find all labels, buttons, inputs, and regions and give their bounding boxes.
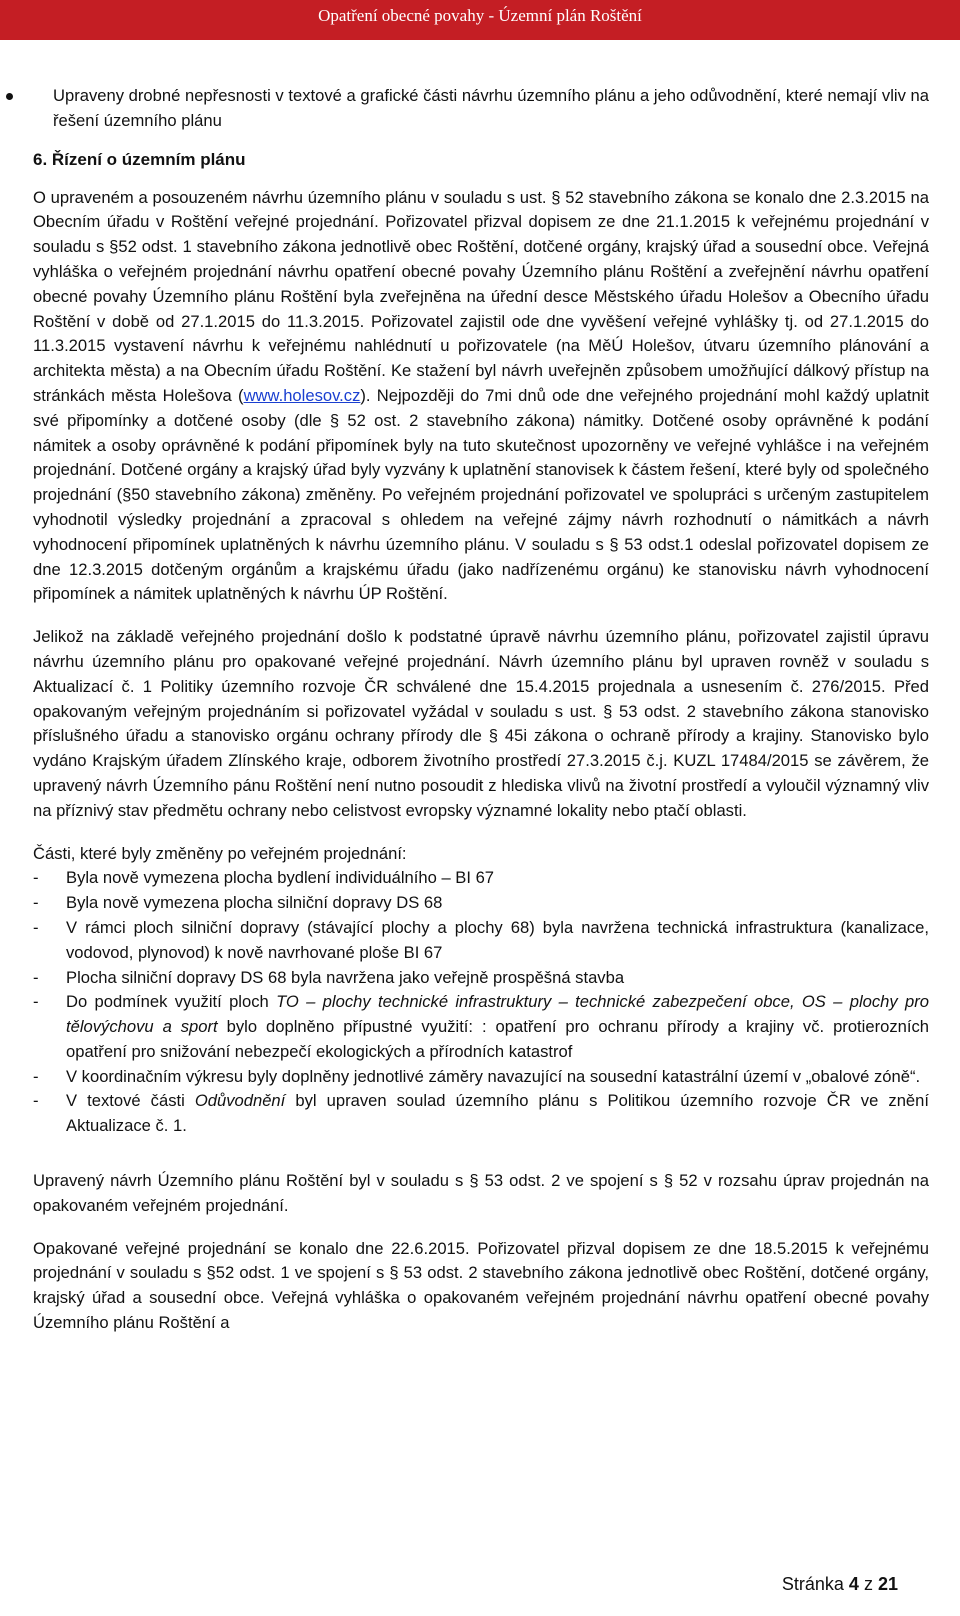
- paragraph-text-before-link: O upraveném a posouzeném návrhu územního plánu v souladu s ust. § 52 stavebního zákona se konalo dne 2.3.2015 na Obecním úřadu v Roštění veřejné projednání. Pořizovatel přizval dopisem ze dne 21.1.2015 k veřejnému projednání v souladu s §52 odst. 1 stavebního zákona jednotlivě obec Roštění, dotčené orgány, krajský úřad a sousední obce. Veřejná vyhláška o veřejném projednání návrhu opatření obecné povahy Územního plánu Roštění a zveřejnění návrhu opatření obecné povahy Územního plánu Roštění byla zveřejněna na úřední desce Městského úřadu Holešov a Obecního úřadu Roštění v době od 27.1.2015 do 11.3.2015. Pořizovatel zajistil ode dne vyvěšení veřejné vyhlášky tj. od 27.1.2015 do 11.3.2015 vystavení návrhu k veřejnému nahlédnutí u pořizovatele (na MěÚ Holešov, útvaru územního plánování a architekta města) a na Obecním úřadu Roštění. Ke stažení byl návrh uveřejněn způsobem umožňující dálkový přístup na stránkách města Holešova (: [33, 187, 929, 405]
- list-item: - Do podmínek využití ploch TO – plochy technické infrastruktury – technické zabezpečení obce, OS – plochy pro tělovýchovu a sport bylo doplněno přípustné využití: : opatření pro ochranu přírody a krajiny vč. protierozních opatření pro snižování nebezpečí ekologických a přírodních katastrof: [33, 992, 929, 1061]
- holesov-website-link[interactable]: www.holesov.cz: [243, 385, 361, 405]
- changes-list: [33, 866, 929, 1139]
- bullet-dot-icon: [6, 93, 13, 100]
- header-band: [0, 0, 960, 40]
- list-item: - V textové části Odůvodnění byl upraven soulad územního plánu s Politikou územního rozvoje ČR ve znění Aktualizace č. 1.: [33, 1091, 929, 1136]
- list-item-tail-text: bylo doplněno přípustné využití: : opatření pro ochranu přírody a krajiny vč. protierozních opatření pro snižování nebezpečí ekologických a přírodních katastrof: [66, 1017, 929, 1061]
- paragraph-public-hearing: [33, 186, 929, 608]
- bullet-text: Upraveny drobné nepřesnosti v textové a grafické části návrhu územního plánu a jeho odůvodnění, které nemají vliv na řešení územního plánu: [53, 86, 929, 130]
- list-item: - Byla nově vymezena plocha silniční dopravy DS 68: [33, 893, 443, 913]
- list-item-text: Do podmínek využití ploch: [66, 992, 277, 1012]
- list-item-text: V koordinačním výkresu byly doplněny jednotlivé záměry navazující na sousední katastrální území v „obalové zóně“.: [66, 1066, 921, 1086]
- page-number-total: 21: [877, 1574, 898, 1594]
- page-number-current: 4: [848, 1574, 859, 1594]
- page-number-separator: z: [863, 1574, 873, 1594]
- list-item-italic-text: TO – plochy technické infrastruktury – technické zabezpečení obce, OS – plochy pro tělovýchovu a sport: [66, 992, 929, 1037]
- list-item: - V rámci ploch silniční dopravy (stávající plochy a plochy 68) byla navržena technická infrastruktura (kanalizace, vodovod, plynovod) k nově navrhované ploše BI 67: [33, 917, 929, 962]
- list-item: - Byla nově vymezena plocha bydlení individuálního – BI 67: [33, 868, 495, 888]
- list-item: - Plocha silniční dopravy DS 68 byla navržena jako veřejně prospěšná stavba: [33, 967, 625, 987]
- paragraph-text-after-link: ). Nejpozději do 7mi dnů ode dne veřejného projednání mohl každý uplatnit své připomínky a dotčené osoby (dle § 52 ost. 2 stavebního zákona) námitky. Dotčené osoby oprávněné k podání námitek a osoby oprávněné k podání připomínek byly na tuto skutečnost upozorněny ve veřejné vyhlášce i na veřejném projednání. Dotčené orgány a krajský úřad byly vyzvány k uplatnění stanovisek k částem řešení, které byly od společného projednání (§50 stavebního zákona) změněny. Po veřejném projednání pořizovatel ve spolupráci s určeným zastupitelem vyhodnotil výsledky projednání a zpracoval s ohledem na veřejné zájmy návrh rozhodnutí o námitkách a návrh vyhodnocení připomínek uplatněných k návrhu územního plánu. V souladu s § 53 odst.1 odeslal pořizovatel dopisem ze dne 12.3.2015 dotčeným orgánům a krajskému úřadu (jako nadřízenému orgánu) ke stanovisku návrh vyhodnocení připomínek a námitek uplatněných k návrhu ÚP Roštění.: [33, 385, 929, 604]
- list-item-text: V rámci ploch silniční dopravy (stávající plochy a plochy 68) byla navržena technická infrastruktura (kanalizace, vodovod, plynovod) k nově navrhované ploše BI 67: [66, 917, 929, 962]
- page-body: [33, 84, 929, 1336]
- list-item-tail-text: byl upraven soulad územního plánu s Politikou územního rozvoje ČR ve znění Aktualizace č. 1.: [66, 1091, 929, 1136]
- paragraph-repeated-hearing: Opakované veřejné projednání se konalo dne 22.6.2015. Pořizovatel přizval dopisem ze dne 18.5.2015 k veřejnému projednání v souladu s §52 odst. 1 ve spojení s § 53 odst. 2 stavebního zákona jednotlivě obec Roštění, dotčené orgány, krajský úřad a sousední obce. Veřejná vyhláška o opakovaném veřejném projednání návrhu opatření obecné povahy Územního plánu Roštění a: [33, 1238, 929, 1333]
- list-item-text: Plocha silniční dopravy DS 68 byla navržena jako veřejně prospěšná stavba: [66, 967, 625, 987]
- section-heading: 6. Řízení o územním plánu: [33, 149, 246, 169]
- document-header-title: Opatření obecné povahy - Územní plán Roštění: [318, 6, 642, 25]
- page-number-label: Stránka: [781, 1574, 844, 1594]
- list-item-text: V textové části: [66, 1091, 195, 1111]
- list-item: - V koordinačním výkresu byly doplněny jednotlivé záměry navazující na sousední katastrální území v „obalové zóně“.: [33, 1066, 921, 1086]
- paragraph-amended-proposal: Upravený návrh Územního plánu Roštění byl v souladu s § 53 odst. 2 ve spojení s § 52 v rozsahu úprav projednán na opakovaném veřejném projednání.: [33, 1171, 929, 1215]
- page-number: [782, 1574, 898, 1595]
- list-item-italic-text: Odůvodnění: [194, 1091, 286, 1111]
- list-item-text: Byla nově vymezena plocha silniční dopravy DS 68: [66, 893, 443, 913]
- list-item-text: Byla nově vymezena plocha bydlení individuálního – BI 67: [66, 868, 495, 888]
- paragraph-repeated-hearing-prep: Jelikož na základě veřejného projednání došlo k podstatné úpravě návrhu územního plánu, pořizovatel zajistil úpravu návrhu územního plánu pro opakované veřejné projednání. Návrh územního plánu byl upraven rovněž v souladu s Aktualizací č. 1 Politiky územního rozvoje ČR schválené dne 15.4.2015 projednala a usnesením č. 276/2015. Před opakovaným veřejným projednáním si pořizovatel vyžádal v souladu s ust. § 53 odst. 2 stavebního zákona stanovisko příslušného úřadu a stanovisko orgánu ochrany přírody dle § 45i zákona o ochraně přírody a krajiny. Stanovisko bylo vydáno Krajským úřadem Zlínského kraje, odborem životního prostředí 27.3.2015 č.j. KUZL 17484/2015 se závěrem, že upravený návrh Územního pánu Roštění není nutno posoudit z hlediska vlivů na životní prostředí a vyloučil významný vliv na příznivý stav předmětu ochrany nebo celistvost evropsky významné lokality nebo ptačí oblasti.: [33, 627, 929, 820]
- changes-intro: Části, které byly změněny po veřejném projednání:: [33, 843, 407, 863]
- bullet-item: [33, 84, 929, 134]
